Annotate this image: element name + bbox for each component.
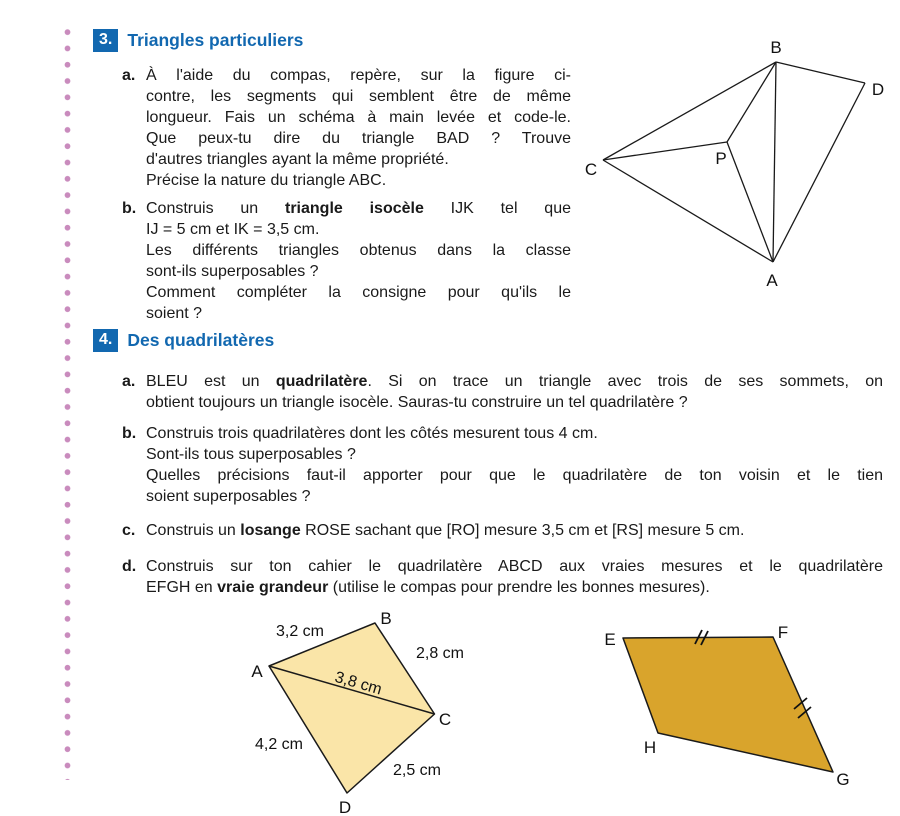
text-line: [146, 486, 883, 507]
item-label-3b: b.: [122, 200, 137, 217]
text-line: [146, 465, 883, 486]
measurement-AD: 4,2 cm: [254, 736, 304, 753]
bold-text-run: losange: [240, 522, 301, 539]
text-run: IJ = 5 cm et IK = 3,5 cm.: [146, 221, 320, 238]
text-run: sont-ils superposables ?: [146, 263, 319, 280]
segment-PC: [603, 142, 727, 160]
vertex-label-D: D: [871, 80, 885, 99]
text-line: [146, 240, 571, 261]
segment-BA: [773, 62, 776, 262]
bold-text-run: triangle isocèle: [285, 200, 424, 217]
vertex-label-F: F: [777, 623, 789, 642]
text-run: EFGH en: [146, 579, 218, 596]
text-line: [146, 128, 571, 149]
measurement-BC: 2,8 cm: [415, 645, 465, 662]
vertex-label-G: G: [836, 770, 850, 789]
text-run: Construis trois quadrilatères dont les côtés mesurent tous 4 cm.: [146, 425, 598, 442]
bold-text-run: quadrilatère: [275, 373, 368, 390]
text-run: IJK tel que: [423, 200, 572, 217]
margin-dots-border: [63, 24, 72, 780]
segment-PB: [727, 62, 776, 142]
edge-CB: [603, 62, 776, 160]
text-line: [146, 219, 571, 240]
exercise-4b: [122, 423, 883, 507]
text-run: Construis un: [146, 200, 285, 217]
vertex-label-B: B: [770, 38, 782, 57]
section-4-heading: [93, 329, 274, 352]
text-run: Construis sur ton cahier le quadrilatère ABCD aux vraies mesures et le quadrilatère: [146, 558, 883, 575]
text-line: [146, 423, 883, 444]
point-label-P: P: [715, 149, 727, 168]
text-run: Les différents triangles obtenus dans la classe: [146, 242, 571, 259]
figure-edges: [603, 62, 865, 262]
text-run: Quelles précisions faut-il apporter pour que le quadrilatère de ton voisin et le tien: [146, 467, 883, 484]
text-run: contre, les segments qui semblent être de même: [146, 88, 571, 105]
vertex-label-H: H: [643, 738, 657, 757]
vertex-label-B: B: [380, 609, 392, 628]
figure-triangle-bdca: [580, 35, 895, 290]
exercise-4a: [122, 371, 883, 413]
text-line: [146, 303, 571, 324]
section-3-heading: [93, 29, 303, 52]
section-3-number-badge: 3.: [93, 29, 118, 52]
text-run: Construis un: [146, 522, 241, 539]
edge-BD: [776, 62, 865, 83]
vertex-label-A: A: [766, 271, 778, 290]
bold-text-run: vraie grandeur: [217, 579, 329, 596]
section-3-title: Triangles particuliers: [127, 30, 304, 50]
text-run: ROSE sachant que [RO] mesure 3,5 cm et [RS] mesure 5 cm.: [300, 522, 745, 539]
text-run: À l'aide du compas, repère, sur la figure ci-: [146, 67, 571, 84]
item-label-4c: c.: [122, 522, 136, 539]
text-line: [146, 520, 883, 541]
item-label-3a: a.: [122, 67, 136, 84]
section-4-title: Des quadrilatères: [127, 330, 275, 350]
text-run: d'autres triangles ayant la même propriété.: [146, 151, 449, 168]
exercise-3a: [122, 65, 571, 191]
text-line: [146, 282, 571, 303]
text-run: Comment compléter la consigne pour qu'ils le: [146, 284, 571, 301]
edge-AC: [603, 160, 773, 262]
figure-quad-abcd: [245, 603, 480, 816]
text-line: [146, 65, 571, 86]
text-run: Que peux-tu dire du triangle BAD ? Trouve: [146, 130, 571, 147]
text-line: [146, 577, 883, 598]
text-run: longueur. Fais un schéma à main levée et code-le.: [146, 109, 571, 126]
section-4-number-badge: 4.: [93, 329, 118, 352]
text-line: [146, 371, 883, 392]
measurement-AB: 3,2 cm: [275, 623, 325, 640]
segment-PA: [727, 142, 773, 262]
text-run: BLEU est un: [146, 373, 276, 390]
text-line: [146, 107, 571, 128]
edge-DA: [773, 83, 865, 262]
figure-quad-efgh: [598, 613, 890, 793]
exercise-4d: [122, 556, 883, 598]
vertex-label-E: E: [604, 630, 616, 649]
text-line: [146, 170, 571, 191]
text-line: [146, 86, 571, 107]
vertex-label-D: D: [338, 798, 352, 816]
item-label-4d: d.: [122, 558, 137, 575]
text-run: Sont-ils tous superposables ?: [146, 446, 356, 463]
vertex-label-A: A: [251, 662, 263, 681]
text-line: [146, 392, 883, 413]
text-line: [146, 556, 883, 577]
text-line: [146, 444, 883, 465]
text-run: Précise la nature du triangle ABC.: [146, 172, 387, 189]
text-line: [146, 149, 571, 170]
text-run: soient superposables ?: [146, 488, 311, 505]
exercise-3b: [122, 198, 571, 324]
text-line: [146, 198, 571, 219]
text-run: obtient toujours un triangle isocèle. Sauras-tu construire un tel quadrilatère ?: [146, 394, 688, 411]
measurement-AC-diagonal: 3,8 cm: [332, 668, 384, 699]
item-label-4b: b.: [122, 425, 137, 442]
item-label-4a: a.: [122, 373, 136, 390]
vertex-label-C: C: [438, 710, 452, 729]
text-run: soient ?: [146, 305, 203, 322]
measurement-DC: 2,5 cm: [392, 762, 442, 779]
text-line: [146, 261, 571, 282]
exercise-4c: [122, 520, 883, 541]
text-run: (utilise le compas pour prendre les bonnes mesures).: [328, 579, 710, 596]
text-run: . Si on trace un triangle avec trois de ses sommets, on: [367, 373, 883, 390]
vertex-label-C: C: [584, 160, 598, 179]
